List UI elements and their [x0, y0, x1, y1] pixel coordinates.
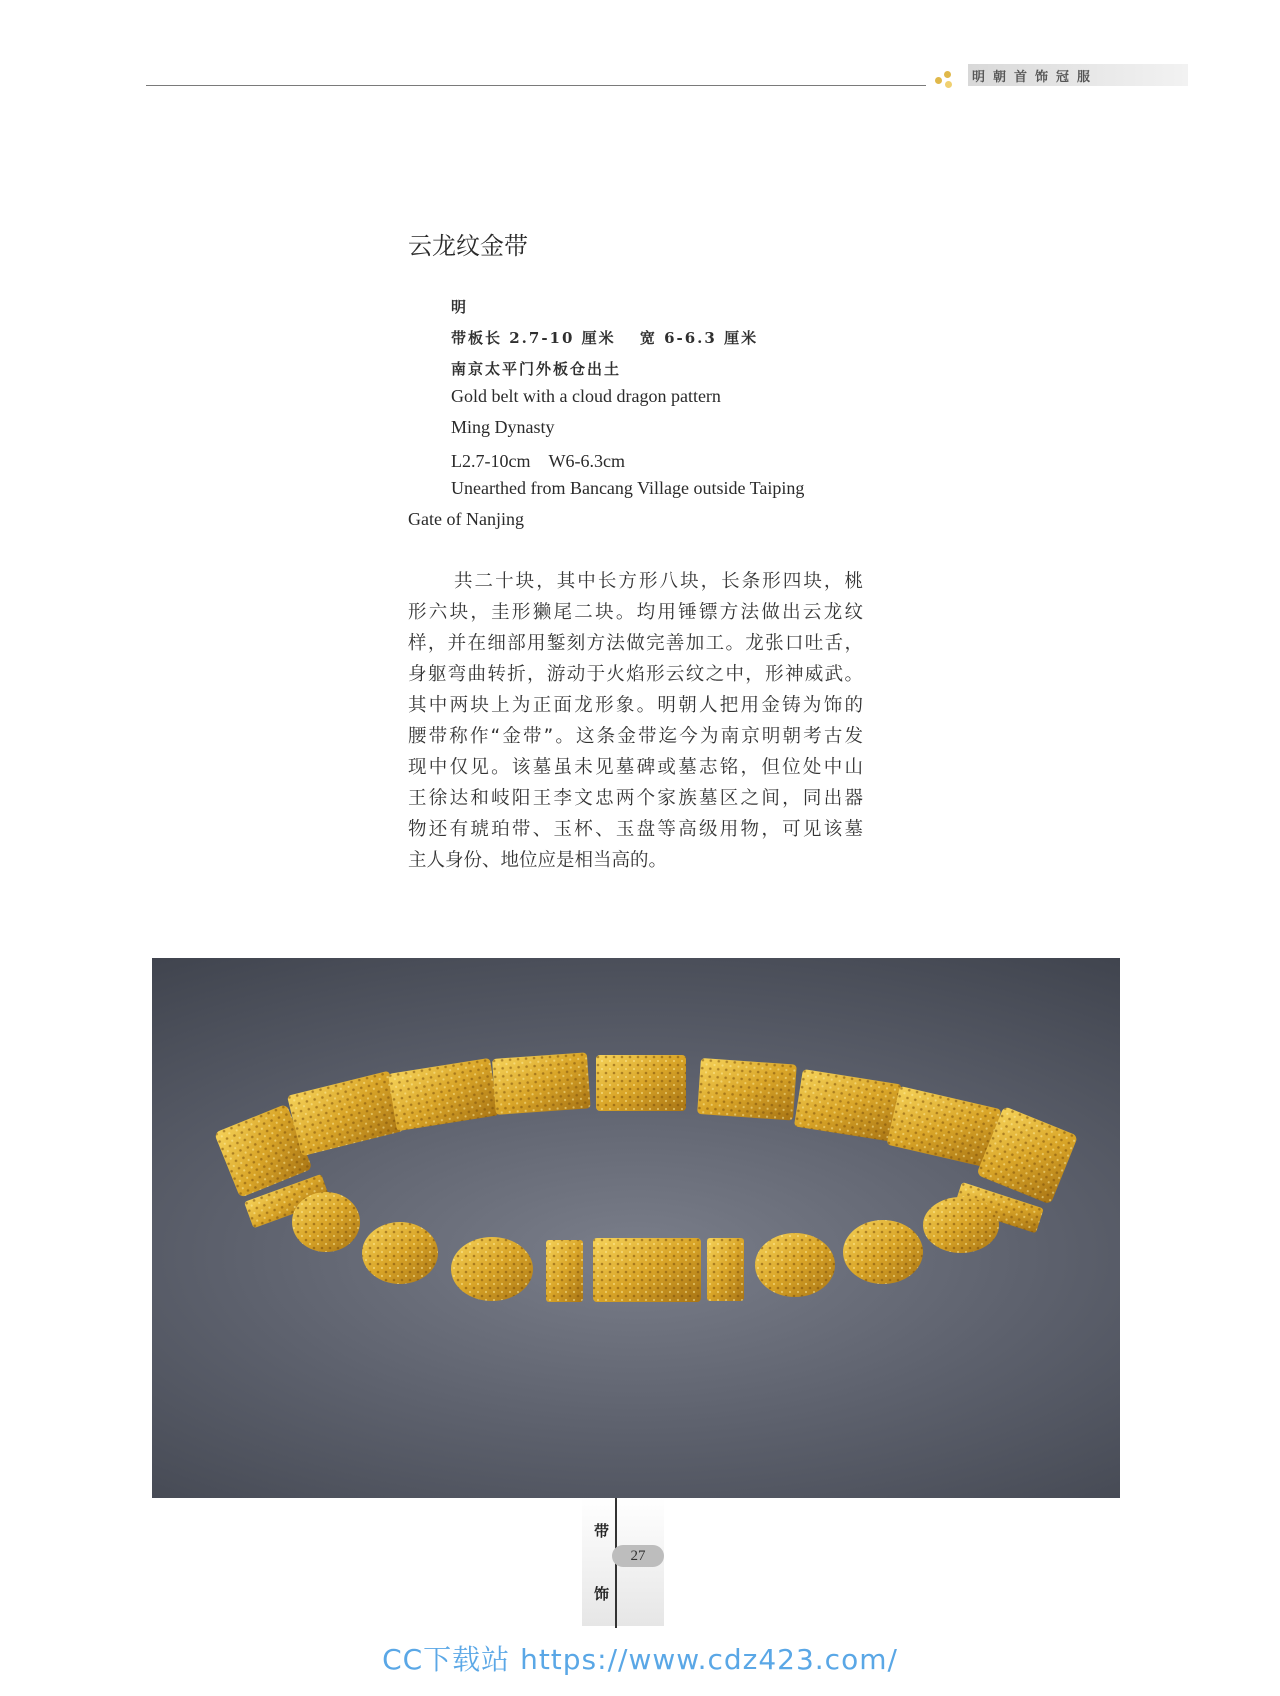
meta-title-en: Gold belt with a cloud dragon pattern — [451, 386, 721, 406]
body-line: 样，并在细部用錾刻方法做完善加工。龙张口吐舌， — [408, 633, 863, 654]
body-line: 形六块，圭形獭尾二块。均用锤镖方法做出云龙纹 — [408, 602, 863, 623]
gold-belt-illustration — [152, 958, 1120, 1498]
belt-plaques — [214, 1052, 1078, 1302]
body-line: 主人身份、地位应是相当高的。 — [408, 850, 668, 871]
running-title: 明朝首饰冠服 — [972, 69, 1099, 85]
page-number: 27 — [612, 1545, 664, 1567]
body-line: 现中仅见。该墓虽未见墓碑或墓志铭，但位处中山 — [408, 757, 863, 778]
meta-provenance-cn: 南京太平门外板仓出土 — [451, 360, 622, 378]
article-title: 云龙纹金带 — [408, 232, 528, 260]
body-line: 物还有琥珀带、玉杯、玉盘等高级用物，可见该墓 — [408, 819, 863, 840]
meta-provenance-en-1: Unearthed from Bancang Village outside Taiping — [451, 478, 805, 498]
meta-dimensions-cn: 带板长 2.7-10 厘米 宽 6-6.3 厘米 — [451, 329, 759, 347]
meta-dynasty-cn: 明 — [451, 298, 469, 316]
article-body — [408, 566, 863, 876]
gold-belt-photo — [152, 958, 1120, 1498]
header-ornament — [935, 69, 965, 89]
body-line: 共二十块，其中长方形八块，长条形四块，桃 — [454, 571, 863, 592]
meta-provenance-en-2: Gate of Nanjing — [408, 509, 524, 529]
watermark: CC下载站 https://www.cdz423.com/ — [382, 1643, 898, 1676]
meta-dynasty-en: Ming Dynasty — [451, 417, 555, 437]
body-line: 其中两块上为正面龙形象。明朝人把用金铸为饰的 — [408, 695, 863, 716]
running-header — [968, 64, 1188, 86]
section-char-2: 饰 — [594, 1585, 610, 1603]
body-line: 王徐达和岐阳王李文忠两个家族墓区之间，同出器 — [408, 788, 863, 809]
body-line: 身躯弯曲转折，游动于火焰形云纹之中，形神威武。 — [408, 664, 863, 685]
body-line: 腰带称作“金带”。这条金带迄今为南京明朝考古发 — [408, 726, 863, 747]
meta-dimensions-en: L2.7-10cm W6-6.3cm — [451, 451, 625, 471]
header-rule — [146, 85, 926, 86]
section-char-1: 带 — [594, 1522, 610, 1540]
